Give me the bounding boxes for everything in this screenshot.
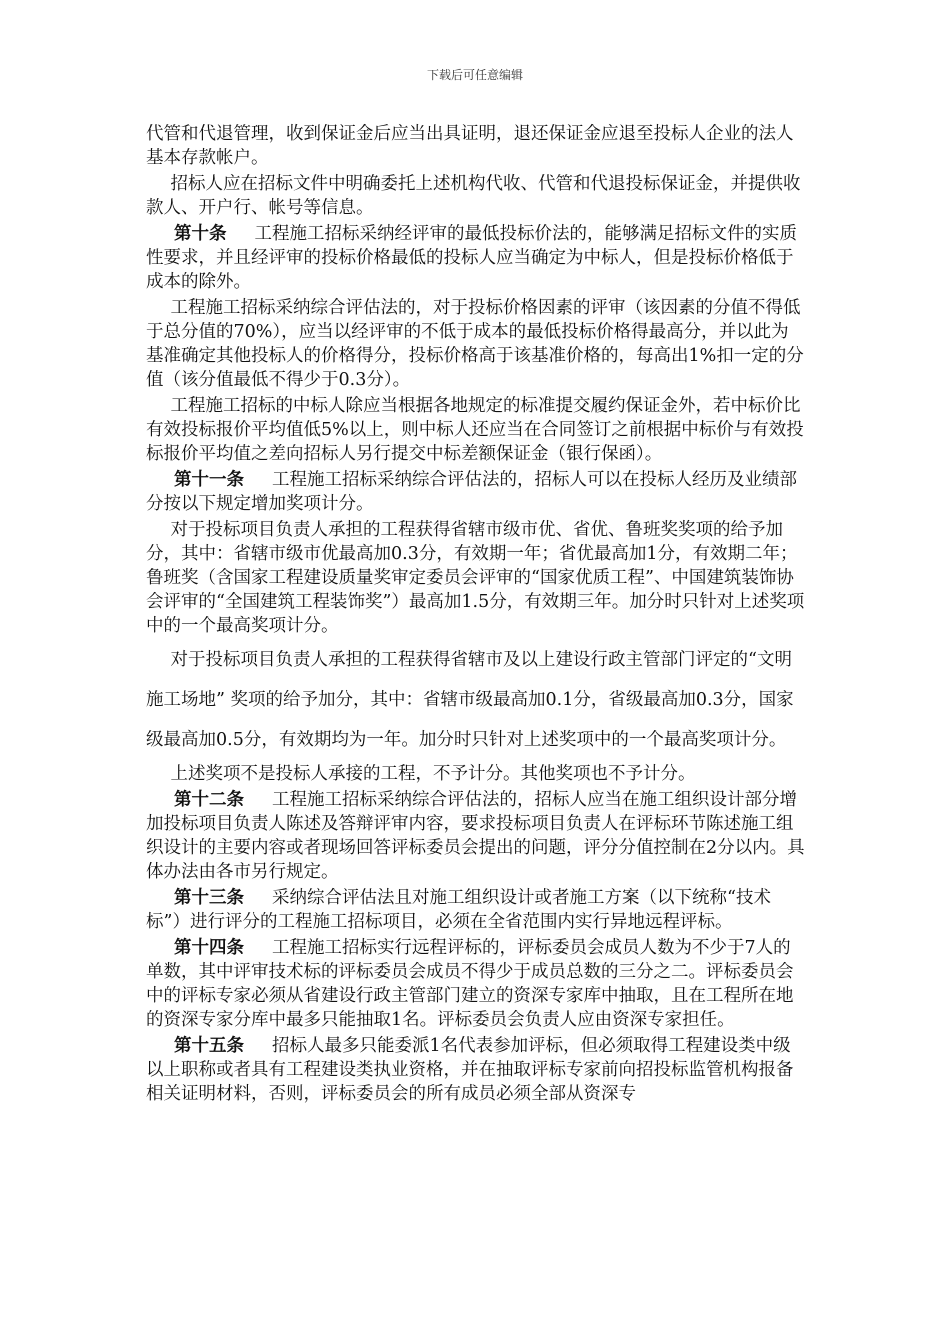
paragraph: 招标人应在招标文件中明确委托上述机构代收、代管和代退投标保证金，并提供收款人、开户行、帐号等信息。 [146, 174, 801, 218]
article-text: 工程施工招标采纳综合评估法的，招标人应当在施工组织设计部分增加投标项目负责人陈述及答辩评审内容，要求投标项目负责人在评标环节陈述施工组织设计的主要内容或者现场回答评标委员会提出的问题，评分分值控制在2分以内。具体办法由各市另行规定。 [146, 790, 805, 882]
article-paragraph [146, 886, 806, 934]
paragraph: 工程施工招标采纳综合评估法的，对于投标价格因素的评审（该因素的分值不得低于总分值的70%），应当以经评审的不低于成本的最低投标价格得最高分，并以此为基准确定其他投标人的价格得分，投标价格高于该基准价格的，每高出1%扣一定的分值（该分值最低不得少于0.3分）。 [146, 298, 804, 390]
article-text: 采纳综合评估法且对施工组织设计或者施工方案（以下统称“技术标”）进行评分的工程施工招标项目，必须在全省范围内实行异地远程评标。 [146, 888, 771, 932]
paragraph: 对于投标项目负责人承担的工程获得省辖市及以上建设行政主管部门评定的“文明施工场地” 奖项的给予加分，其中：省辖市级最高加0.1分，省级最高加0.3分，国家级最高加0.5分，有效期均为一年。加分时只针对上述奖项中的一个最高奖项计分。 [146, 650, 794, 750]
article-paragraph [146, 788, 806, 884]
article-number: 第十一条 [174, 470, 244, 490]
article-paragraph [146, 222, 806, 294]
article-paragraph [146, 936, 806, 1032]
article-paragraph [146, 468, 806, 516]
article-number: 第十二条 [174, 790, 244, 810]
document-body [146, 122, 806, 1108]
article-text: 工程施工招标采纳综合评估法的，招标人可以在投标人经历及业绩部分按以下规定增加奖项计分。 [146, 470, 797, 514]
article-text: 招标人最多只能委派1名代表参加评标，但必须取得工程建设类中级以上职称或者具有工程建设类执业资格，并在抽取评标专家前向招投标监管机构报备相关证明材料，否则，评标委员会的所有成员必须全部从资深专 [146, 1036, 794, 1104]
paragraph: 工程施工招标的中标人除应当根据各地规定的标准提交履约保证金外，若中标价比有效投标报价平均值低5%以上，则中标人还应当在合同签订之前根据中标价与有效投标报价平均值之差向招标人另行提交中标差额保证金（银行保函）。 [146, 396, 804, 464]
article-text: 工程施工招标采纳经评审的最低投标价法的，能够满足招标文件的实质性要求，并且经评审的投标价格最低的投标人应当确定为中标人，但是投标价格低于成本的除外。 [146, 224, 797, 292]
paragraph: 上述奖项不是投标人承接的工程，不予计分。其他奖项也不予计分。 [170, 764, 696, 784]
article-text: 工程施工招标实行远程评标的，评标委员会成员人数为不少于7人的单数，其中评审技术标的评标委员会成员不得少于成员总数的三分之二。评标委员会中的评标专家必须从省建设行政主管部门建立的资深专家库中抽取，且在工程所在地的资深专家分库中最多只能抽取1名。评标委员会负责人应由资深专家担任。 [146, 938, 794, 1030]
paragraph: 代管和代退管理，收到保证金后应当出具证明，退还保证金应退至投标人企业的法人基本存款帐户。 [146, 124, 794, 168]
page-header-note: 下载后可任意编辑 [426, 68, 523, 82]
article-paragraph [146, 1034, 806, 1106]
article-number: 第十四条 [174, 938, 244, 958]
article-number: 第十三条 [174, 888, 244, 908]
paragraph: 对于投标项目负责人承担的工程获得省辖市级市优、省优、鲁班奖奖项的给予加分，其中：省辖市级市优最高加0.3分，有效期一年；省优最高加1分，有效期二年；鲁班奖（含国家工程建设质量奖审定委员会评审的“国家优质工程”、中国建筑装饰协会评审的“全国建筑工程装饰奖”）最高加1.5分，有效期三年。加分时只针对上述奖项中的一个最高奖项计分。 [146, 520, 805, 636]
article-number: 第十条 [174, 224, 227, 244]
article-number: 第十五条 [174, 1036, 244, 1056]
